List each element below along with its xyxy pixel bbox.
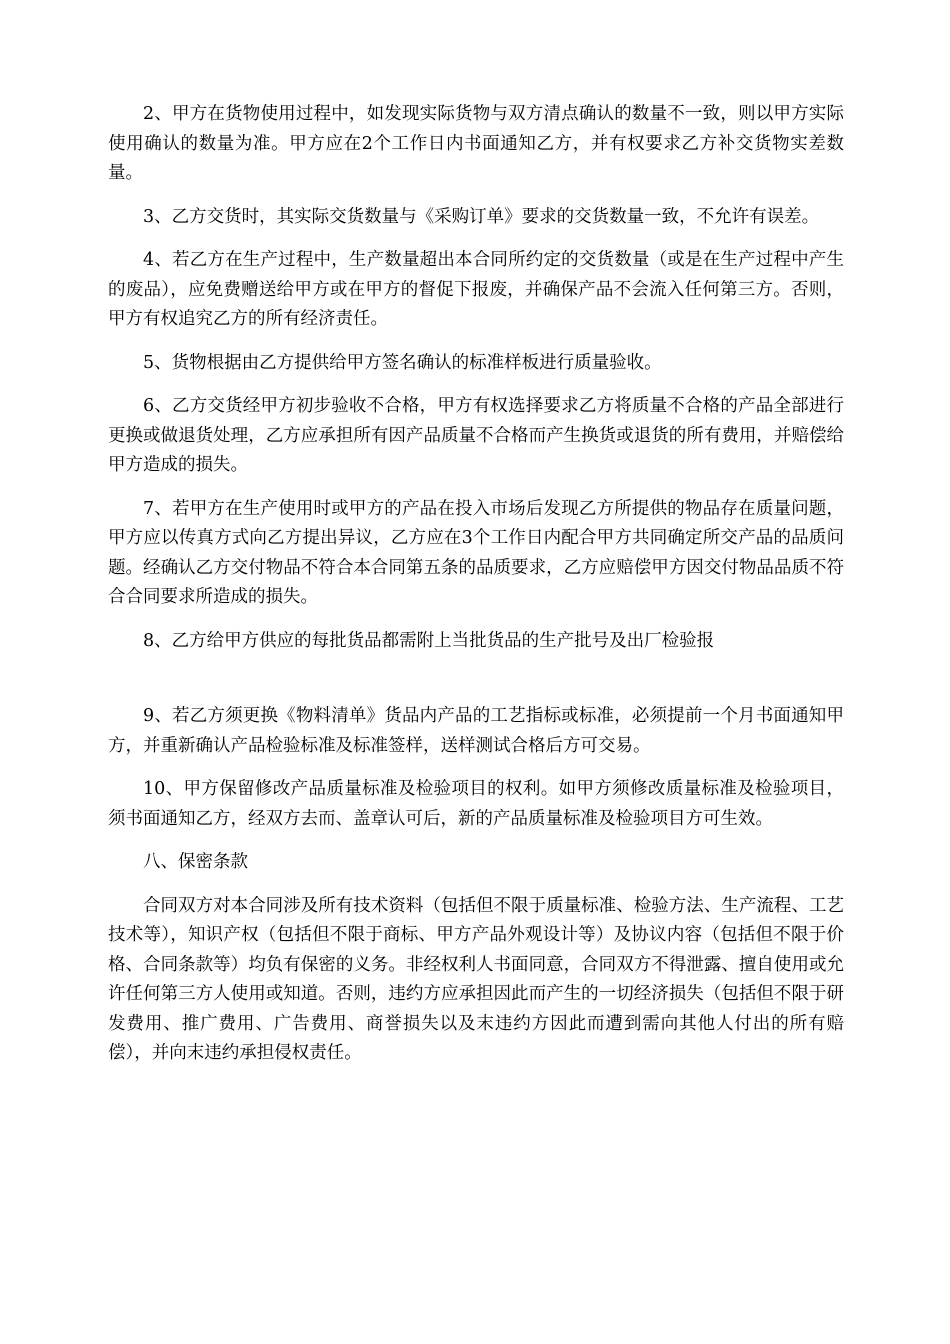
section-heading-confidentiality: 八、保密条款: [143, 852, 248, 872]
clause-7-paragraph: 7、若甲方在生产使用时或甲方的产品在投入市场后发现乙方所提供的物品存在质量问题，甲方应以传真方式向乙方提出异议，乙方应在3个工作日内配合甲方共同确定所交产品的品质问题。经确认乙方交付物品不符合本合同第五条的品质要求，乙方应赔偿甲方因交付物品品质不符合合同要求所造成的损失。: [108, 498, 844, 607]
clause-10-paragraph: 10、甲方保留修改产品质量标准及检验项目的权利。如甲方须修改质量标准及检验项目，须书面通知乙方，经双方去而、盖章认可后，新的产品质量标准及检验项目方可生效。: [108, 779, 844, 829]
clause-3-paragraph: 3、乙方交货时，其实际交货数量与《采购订单》要求的交货数量一致，不允许有误差。: [143, 206, 820, 227]
clause-6-paragraph: 6、乙方交货经甲方初步验收不合格，甲方有权选择要求乙方将质量不合格的产品全部进行更换或做退货处理，乙方应承担所有因产品质量不合格而产生换货或退货的所有费用，并赔偿给甲方造成的损失。: [108, 396, 844, 475]
clause-5-paragraph: 5、货物根据由乙方提供给甲方签名确认的标准样板进行质量验收。: [143, 352, 662, 373]
clause-4-paragraph: 4、若乙方在生产过程中，生产数量超出本合同所约定的交货数量（或是在生产过程中产生的废品），应免费赠送给甲方或在甲方的督促下报废，并确保产品不会流入任何第三方。否则，甲方有权追究乙方的所有经济责任。: [108, 250, 844, 329]
clause-8-paragraph: 8、乙方给甲方供应的每批货品都需附上当批货品的生产批号及出厂检验报: [143, 630, 715, 651]
clause-9-paragraph: 9、若乙方须更换《物料清单》货品内产品的工艺指标或标准，必须提前一个月书面通知甲方，并重新确认产品检验标准及标准签样，送样测试合格后方可交易。: [108, 706, 844, 756]
document-page: [108, 100, 844, 1083]
clause-2-paragraph: 2、甲方在货物使用过程中，如发现实际货物与双方清点确认的数量不一致，则以甲方实际使用确认的数量为准。甲方应在2个工作日内书面通知乙方，并有权要求乙方补交货物实差数量。: [108, 104, 844, 183]
confidentiality-paragraph: 合同双方对本合同涉及所有技术资料（包括但不限于质量标准、检验方法、生产流程、工艺技术等），知识产权（包括但不限于商标、甲方产品外观设计等）及协议内容（包括但不限于价格、合同条款等）均负有保密的义务。非经权利人书面同意，合同双方不得泄露、擅自使用或允许任何第三方人使用或知道。否则，违约方应承担因此而产生的一切经济损失（包括但不限于研发费用、推广费用、广告费用、商誉损失以及末违约方因此而遭到需向其他人付出的所有赔偿），并向末违约承担侵权责任。: [108, 895, 844, 1063]
